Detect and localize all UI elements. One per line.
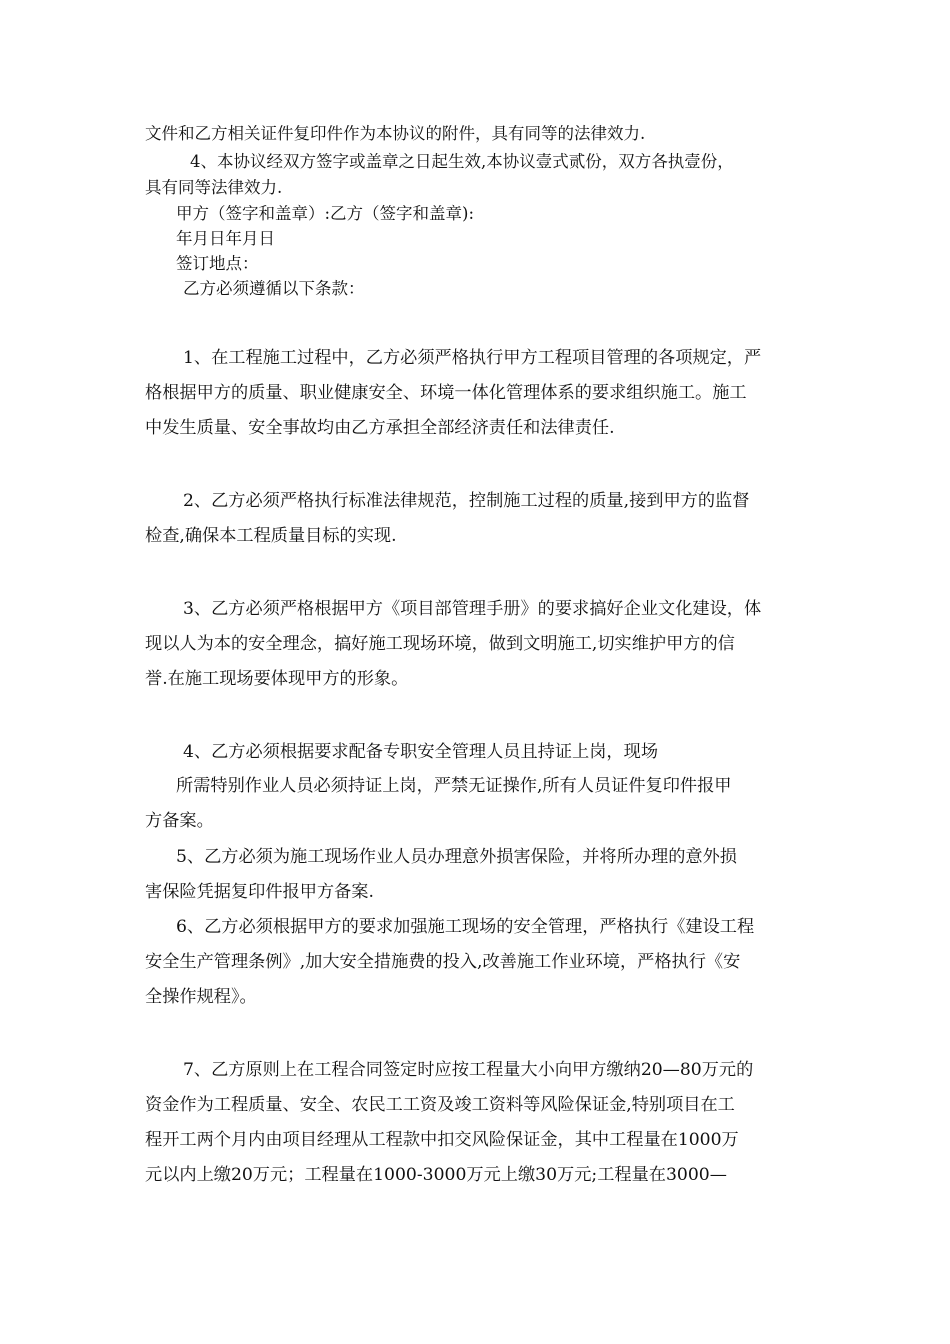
clause-2-line: 检查,确保本工程质量目标的实现.: [145, 526, 397, 546]
clause-1-line: 中发生质量、安全事故均由乙方承担全部经济责任和法律责任.: [145, 418, 615, 438]
clause-2-line: 2、乙方必须严格执行标准法律规范，控制施工过程的质量,接到甲方的监督: [183, 491, 750, 511]
section-heading: 乙方必须遵循以下条款：: [183, 279, 365, 298]
clause-7-line: 7、乙方原则上在工程合同签定时应按工程量大小向甲方缴纳20—80万元的: [183, 1060, 754, 1080]
clause-5-line: 害保险凭据复印件报甲方备案.: [145, 882, 374, 902]
clause-6-line: 6、乙方必须根据甲方的要求加强施工现场的安全管理，严格执行《建设工程: [176, 917, 755, 937]
clause-1-line: 格根据甲方的质量、职业健康安全、环境一体化管理体系的要求组织施工。施工: [145, 383, 747, 403]
signing-location: 签订地点：: [176, 254, 259, 273]
clause-7-line: 程开工两个月内由项目经理从工程款中扣交风险保证金，其中工程量在1000万: [145, 1130, 739, 1150]
clause-4-line: 4、乙方必须根据要求配备专职安全管理人员且持证上岗，现场: [183, 742, 659, 762]
clause-5-line: 5、乙方必须为施工现场作业人员办理意外损害保险，并将所办理的意外损: [176, 847, 737, 867]
text-line: 文件和乙方相关证件复印件作为本协议的附件，具有同等的法律效力.: [145, 124, 646, 143]
clause-3-line: 誉.在施工现场要体现甲方的形象。: [145, 669, 409, 689]
clause-7-line: 资金作为工程质量、安全、农民工工资及竣工资料等风险保证金,特别项目在工: [145, 1095, 735, 1115]
clause-4-line: 方备案。: [145, 811, 214, 831]
signature-line: 甲方（签字和盖章）:乙方（签字和盖章):: [176, 204, 475, 223]
clause-3-line: 现以人为本的安全理念，搞好施工现场环境，做到文明施工,切实维护甲方的信: [145, 634, 735, 654]
date-line: 年月日年月日: [176, 229, 275, 248]
clause-7-line: 元以内上缴20万元；工程量在1000-3000万元上缴30万元;工程量在3000—: [145, 1165, 727, 1185]
clause-3-line: 3、乙方必须严格根据甲方《项目部管理手册》的要求搞好企业文化建设，体: [183, 599, 762, 619]
text-line: 具有同等法律效力.: [145, 178, 283, 197]
clause-6-line: 安全生产管理条例》,加大安全措施费的投入,改善施工作业环境，严格执行《安: [145, 952, 741, 972]
clause-6-line: 全操作规程》。: [145, 987, 257, 1007]
clause-1-line: 1、在工程施工过程中，乙方必须严格执行甲方工程项目管理的各项规定，严: [183, 348, 762, 368]
text-line: 4、本协议经双方签字或盖章之日起生效,本协议壹式贰份，双方各执壹份，: [190, 152, 734, 171]
clause-4-line: 所需特别作业人员必须持证上岗，严禁无证操作,所有人员证件复印件报甲: [176, 776, 732, 796]
